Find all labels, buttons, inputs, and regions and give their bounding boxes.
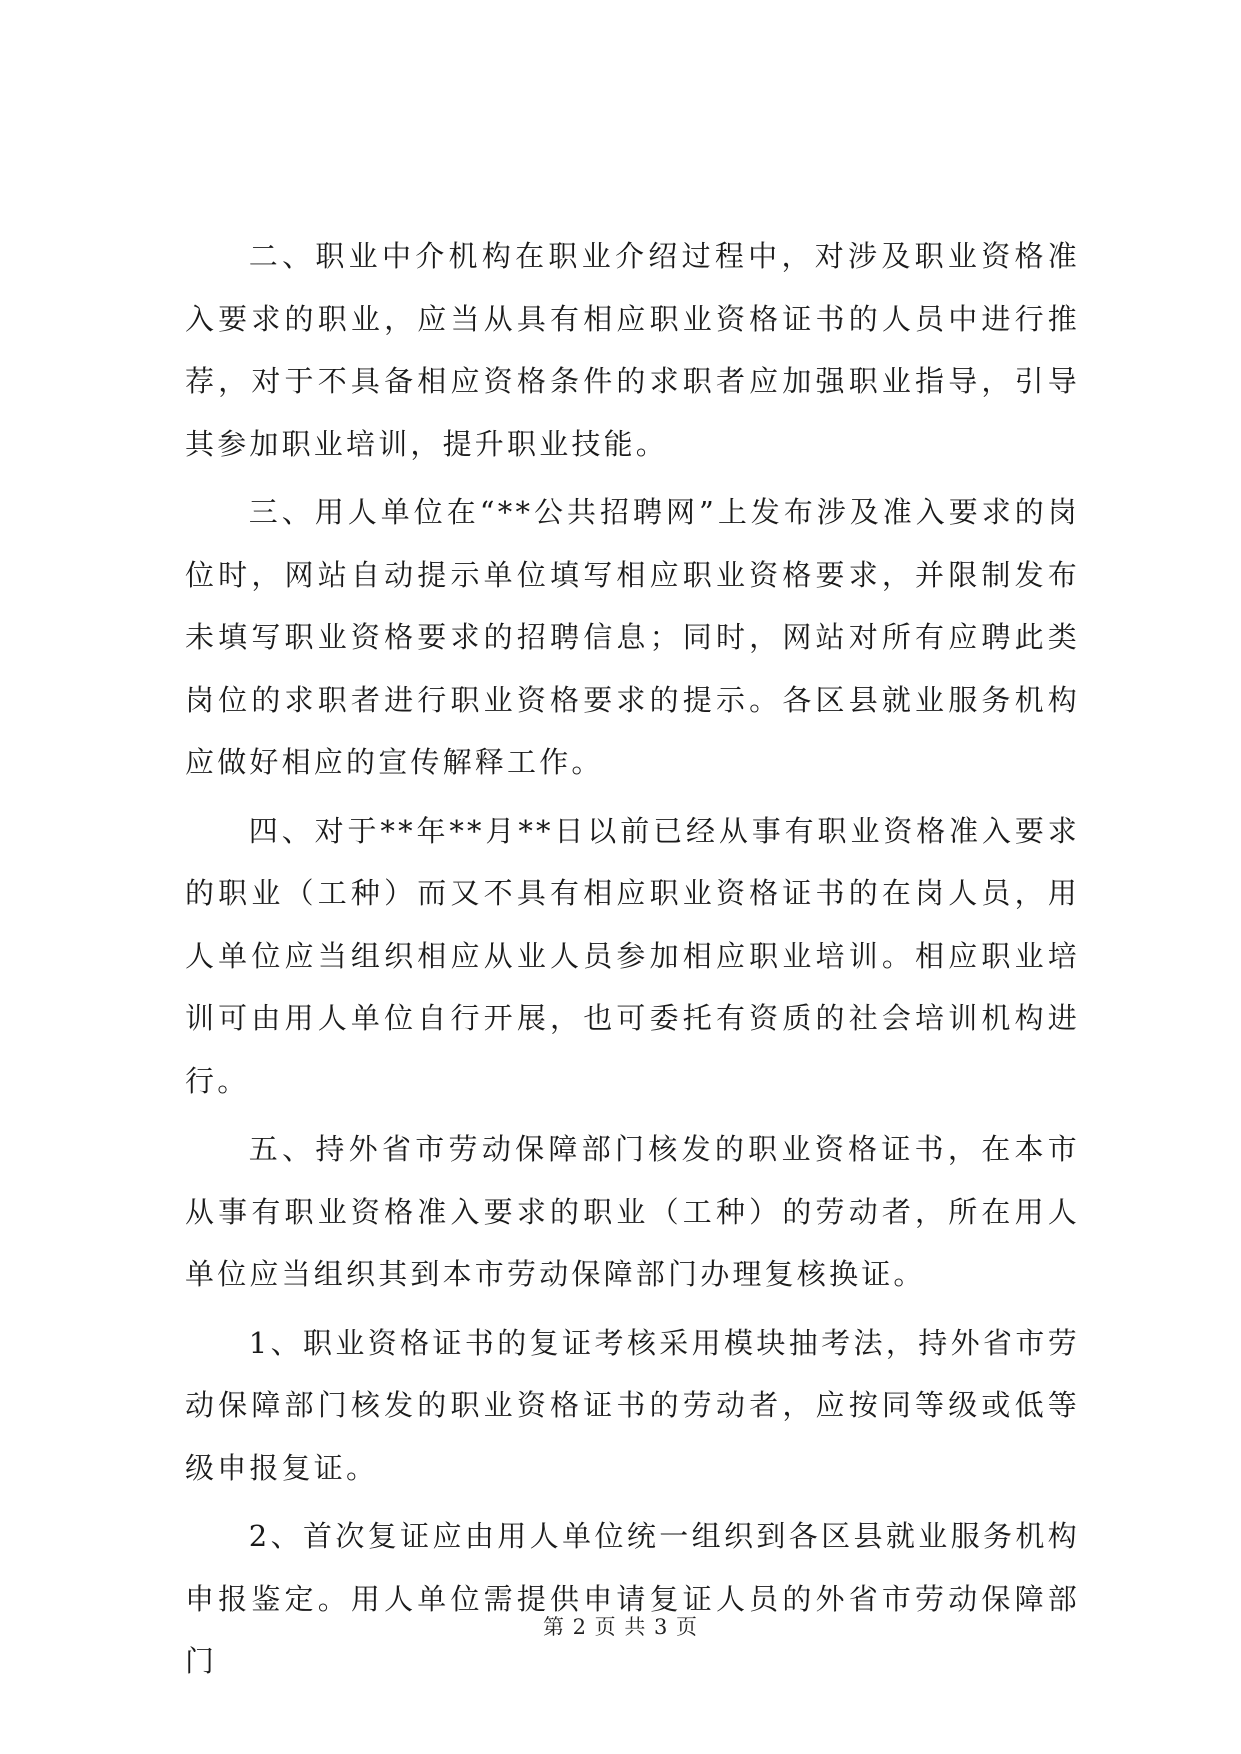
paragraph-5-1: 1、职业资格证书的复证考核采用模块抽考法，持外省市劳动保障部门核发的职业资格证书的劳动者，应按同等级或低等级申报复证。 [185, 1325, 1080, 1485]
paragraph-4: 四、对于**年**月**日以前已经从事有职业资格准入要求的职业（工种）而又不具有相应职业资格证书的在岗人员，用人单位应当组织相应从业人员参加相应职业培训。相应职业培训可由用人单位自行开展，也可委托有资质的社会培训机构进行。 [185, 813, 1080, 1098]
paragraph-3: 三、用人单位在“**公共招聘网”上发布涉及准入要求的岗位时，网站自动提示单位填写相应职业资格要求，并限制发布未填写职业资格要求的招聘信息；同时，网站对所有应聘此类岗位的求职者进行职业资格要求的提示。各区县就业服务机构应做好相应的宣传解释工作。 [185, 495, 1080, 779]
paragraph-5-2: 2、首次复证应由用人单位统一组织到各区县就业服务机构申报鉴定。用人单位需提供申请复证人员的外省市劳动保障部门 [185, 1519, 1080, 1678]
document-body [185, 225, 1080, 1699]
paragraph-5: 五、持外省市劳动保障部门核发的职业资格证书，在本市从事有职业资格准入要求的职业（工种）的劳动者，所在用人单位应当组织其到本市劳动保障部门办理复核换证。 [185, 1132, 1080, 1291]
page-footer: 第 2 页 共 3 页 [542, 1615, 699, 1639]
paragraph-2: 二、职业中介机构在职业介绍过程中，对涉及职业资格准入要求的职业，应当从具有相应职业资格证书的人员中进行推荐，对于不具备相应资格条件的求职者应加强职业指导，引导其参加职业培训，提升职业技能。 [185, 239, 1080, 461]
